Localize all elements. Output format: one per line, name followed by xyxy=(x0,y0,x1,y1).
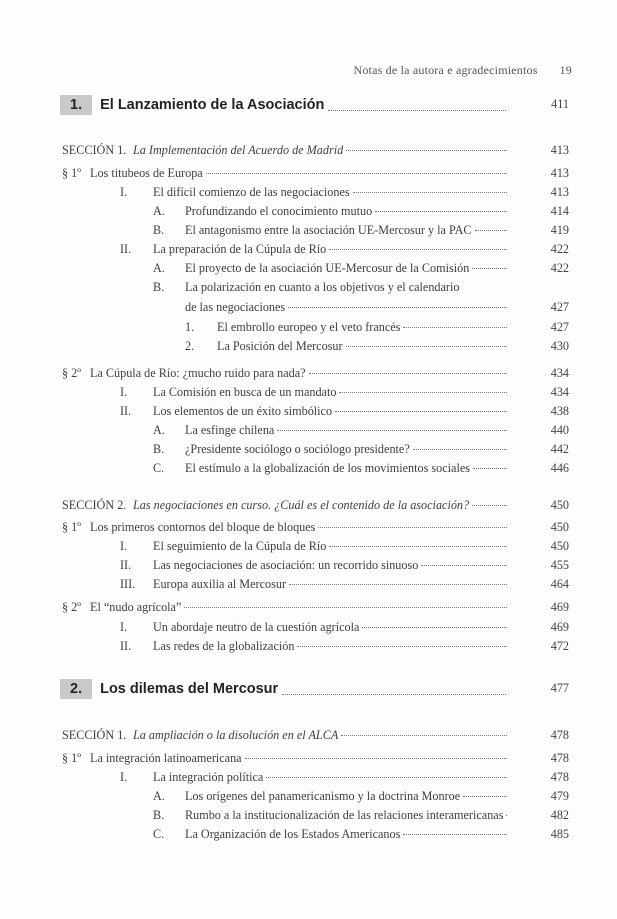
toc-entry-marker: A. xyxy=(153,423,165,437)
chapter-page-number: 411 xyxy=(551,97,569,111)
toc-entry xyxy=(217,337,510,355)
toc-entry-title: Los titubeos de Europa xyxy=(90,166,203,180)
dot-leader xyxy=(506,815,507,816)
toc-entry-title: Rumbo a la institucionalización de las relaciones interamericanas xyxy=(185,808,504,822)
toc-page-number: 413 xyxy=(550,143,569,157)
toc-entry xyxy=(185,278,510,296)
toc-entry-marker: § 1º xyxy=(62,751,82,765)
toc-page-number: 422 xyxy=(550,261,569,275)
chapter-number-badge: 1. xyxy=(60,95,92,115)
toc-entry-title: La Cúpula de Río: ¿mucho ruido para nada? xyxy=(90,366,306,380)
chapter-title: El Lanzamiento de la Asociación xyxy=(100,97,325,113)
toc-entry xyxy=(90,364,510,382)
toc-page-number: 450 xyxy=(550,520,569,534)
toc-entry-marker: B. xyxy=(153,442,165,456)
toc-entry xyxy=(153,637,510,655)
toc-entry-marker: 1. xyxy=(185,320,195,334)
toc-entry-marker: I. xyxy=(120,385,128,399)
toc-entry-marker: A. xyxy=(153,204,165,218)
dot-leader xyxy=(266,777,507,778)
dot-leader xyxy=(362,627,507,628)
toc-entry xyxy=(133,496,510,514)
running-header-title: Notas de la autora e agradecimientos xyxy=(353,63,538,77)
dot-leader xyxy=(297,646,507,647)
dot-leader xyxy=(339,392,507,393)
toc-entry xyxy=(153,575,510,593)
toc-entry-marker: III. xyxy=(120,577,136,591)
toc-page-number: 479 xyxy=(550,789,569,803)
toc-entry-title: Las negociaciones de asociación: un recorrido sinuoso xyxy=(153,558,419,572)
dot-leader xyxy=(403,834,507,835)
toc-entry-title: La Posición del Mercosur xyxy=(217,339,343,353)
toc-entry-title: El difícil comienzo de las negociaciones xyxy=(153,185,350,199)
toc-page-number: 434 xyxy=(550,366,569,380)
dot-leader xyxy=(328,110,506,111)
toc-entry-marker: II. xyxy=(120,404,132,418)
dot-leader xyxy=(329,249,507,250)
toc-entry-title: Los primeros contornos del bloque de bloques xyxy=(90,520,316,534)
chapter-number-badge: 2. xyxy=(60,679,92,699)
dot-leader xyxy=(309,373,507,374)
toc-entry-title: El “nudo agrícola” xyxy=(90,600,182,614)
dot-leader xyxy=(472,268,507,269)
dot-leader xyxy=(206,173,507,174)
toc-entry-title: El embrollo europeo y el veto francés xyxy=(217,320,401,334)
toc-entry-marker: 2. xyxy=(185,339,195,353)
toc-entry xyxy=(185,259,510,277)
toc-entry-marker: § 1º xyxy=(62,520,82,534)
toc-entry xyxy=(185,221,510,239)
toc-page-number: 438 xyxy=(550,404,569,418)
dot-leader xyxy=(184,607,507,608)
dot-leader xyxy=(289,584,507,585)
toc-entry xyxy=(153,537,510,555)
toc-page-number: 450 xyxy=(550,498,569,512)
toc-entry xyxy=(185,459,510,477)
toc-entry-marker: II. xyxy=(120,639,132,653)
dot-leader xyxy=(475,230,507,231)
toc-page-number: 422 xyxy=(550,242,569,256)
toc-entry xyxy=(185,421,510,439)
toc-page-number: 427 xyxy=(550,320,569,334)
toc-page-number: 478 xyxy=(550,728,569,742)
toc-entry xyxy=(153,768,510,786)
toc-entry-marker: SECCIÓN 1. xyxy=(62,728,127,742)
toc-entry-title: El proyecto de la asociación UE-Mercosur de la Comisión xyxy=(185,261,470,275)
toc-entry-marker: B. xyxy=(153,280,165,294)
toc-entry-marker: C. xyxy=(153,461,165,475)
dot-leader xyxy=(473,468,507,469)
toc-entry xyxy=(90,518,510,536)
toc-page-number: 464 xyxy=(550,577,569,591)
toc-page-number: 434 xyxy=(550,385,569,399)
toc-page-number: 413 xyxy=(550,166,569,180)
toc-page-number: 450 xyxy=(550,539,569,553)
dot-leader xyxy=(288,307,507,308)
toc-entry xyxy=(153,183,510,201)
dot-leader xyxy=(375,211,507,212)
toc-entry-marker: I. xyxy=(120,620,128,634)
dot-leader xyxy=(341,735,507,736)
dot-leader xyxy=(421,565,507,566)
toc-page-number: 446 xyxy=(550,461,569,475)
toc-entry-title: de las negociaciones xyxy=(185,300,286,314)
toc-entry xyxy=(185,298,510,316)
toc-page-number: 478 xyxy=(550,751,569,765)
toc-entry-title: El antagonismo entre la asociación UE-Mercosur y la PAC xyxy=(185,223,472,237)
toc-entry xyxy=(153,240,510,258)
dot-leader xyxy=(329,546,507,547)
toc-entry-title: La integración política xyxy=(153,770,264,784)
toc-page-number: 440 xyxy=(550,423,569,437)
chapter-heading xyxy=(60,94,510,116)
toc-entry xyxy=(185,440,510,458)
toc-entry-marker: § 2º xyxy=(62,366,82,380)
dot-leader xyxy=(282,694,506,695)
toc-entry xyxy=(185,787,510,805)
toc-entry-marker: A. xyxy=(153,261,165,275)
toc-entry-marker: § 1º xyxy=(62,166,82,180)
toc-entry-title: La polarización en cuanto a los objetivos y el calendario xyxy=(185,280,460,294)
toc-entry-marker: C. xyxy=(153,827,165,841)
dot-leader xyxy=(318,527,507,528)
toc-entry-marker: II. xyxy=(120,558,132,572)
toc-entry-marker: SECCIÓN 1. xyxy=(62,143,127,157)
toc-entry xyxy=(90,749,510,767)
toc-entry-marker: B. xyxy=(153,223,165,237)
toc-entry-title: Los elementos de un éxito simbólico xyxy=(153,404,333,418)
toc-entry-title: El seguimiento de la Cúpula de Río xyxy=(153,539,327,553)
dot-leader xyxy=(346,150,507,151)
toc-entry-marker: I. xyxy=(120,770,128,784)
running-header-page-number: 19 xyxy=(559,63,572,77)
toc-entry-title: La esfinge chilena xyxy=(185,423,275,437)
toc-page-number: 478 xyxy=(550,770,569,784)
running-header xyxy=(353,63,572,78)
toc-entry xyxy=(133,726,510,744)
toc-entry xyxy=(153,402,510,420)
toc-entry-marker: A. xyxy=(153,789,165,803)
toc-page-number: 442 xyxy=(550,442,569,456)
toc-entry-marker: I. xyxy=(120,185,128,199)
toc-entry-title: La preparación de la Cúpula de Río xyxy=(153,242,327,256)
toc-entry xyxy=(90,164,510,182)
toc-entry-title: Los orígenes del panamericanismo y la doctrina Monroe xyxy=(185,789,461,803)
toc-entry-title: Las redes de la globalización xyxy=(153,639,295,653)
toc-entry-title: La ampliación o la disolución en el ALCA xyxy=(133,728,339,742)
toc-entry-marker: B. xyxy=(153,808,165,822)
toc-page-number: 485 xyxy=(550,827,569,841)
toc-entry-title: La Comisión en busca de un mandato xyxy=(153,385,337,399)
toc-entry xyxy=(133,141,510,159)
toc-entry-marker: II. xyxy=(120,242,132,256)
dot-leader xyxy=(353,192,507,193)
toc-page-number: 472 xyxy=(550,639,569,653)
toc-entry xyxy=(185,806,510,824)
toc-entry-title: La Organización de los Estados Americanos xyxy=(185,827,401,841)
chapter-page-number: 477 xyxy=(550,681,569,695)
toc-page-number: 427 xyxy=(550,300,569,314)
dot-leader xyxy=(346,346,507,347)
dot-leader xyxy=(413,449,507,450)
chapter-title: Los dilemas del Mercosur xyxy=(100,681,279,697)
toc-entry-marker: § 2º xyxy=(62,600,82,614)
toc-entry xyxy=(153,556,510,574)
dot-leader xyxy=(245,758,507,759)
dot-leader xyxy=(463,796,507,797)
chapter-heading xyxy=(60,678,510,700)
toc-entry-title: La Implementación del Acuerdo de Madrid xyxy=(133,143,344,157)
toc-entry-title: Un abordaje neutro de la cuestión agrícola xyxy=(153,620,360,634)
toc-entry-marker: I. xyxy=(120,539,128,553)
dot-leader xyxy=(472,505,507,506)
toc-page-number: 455 xyxy=(550,558,569,572)
dot-leader xyxy=(335,411,507,412)
toc-entry xyxy=(185,825,510,843)
toc-entry xyxy=(153,383,510,401)
toc-entry-title: La integración latinoamericana xyxy=(90,751,242,765)
toc-entry xyxy=(153,618,510,636)
dot-leader xyxy=(277,430,507,431)
toc-page-number: 482 xyxy=(550,808,569,822)
toc-entry xyxy=(217,318,510,336)
toc-entry-marker: SECCIÓN 2. xyxy=(62,498,127,512)
dot-leader xyxy=(403,327,507,328)
toc-page-number: 469 xyxy=(550,620,569,634)
toc-entry-title: ¿Presidente sociólogo o sociólogo presidente? xyxy=(185,442,410,456)
toc-page-number: 469 xyxy=(550,600,569,614)
toc-page-number: 414 xyxy=(550,204,569,218)
toc-page-number: 419 xyxy=(550,223,569,237)
toc-page-number: 413 xyxy=(550,185,569,199)
toc-entry-title: Europa auxilia al Mercosur xyxy=(153,577,286,591)
toc-entry-title: El estímulo a la globalización de los movimientos sociales xyxy=(185,461,470,475)
toc-entry-title: Las negociaciones en curso. ¿Cuál es el contenido de la asociación? xyxy=(133,498,470,512)
toc-page-number: 430 xyxy=(550,339,569,353)
toc-entry-title: Profundizando el conocimiento mutuo xyxy=(185,204,373,218)
toc-entry xyxy=(90,598,510,616)
toc-entry xyxy=(185,202,510,220)
